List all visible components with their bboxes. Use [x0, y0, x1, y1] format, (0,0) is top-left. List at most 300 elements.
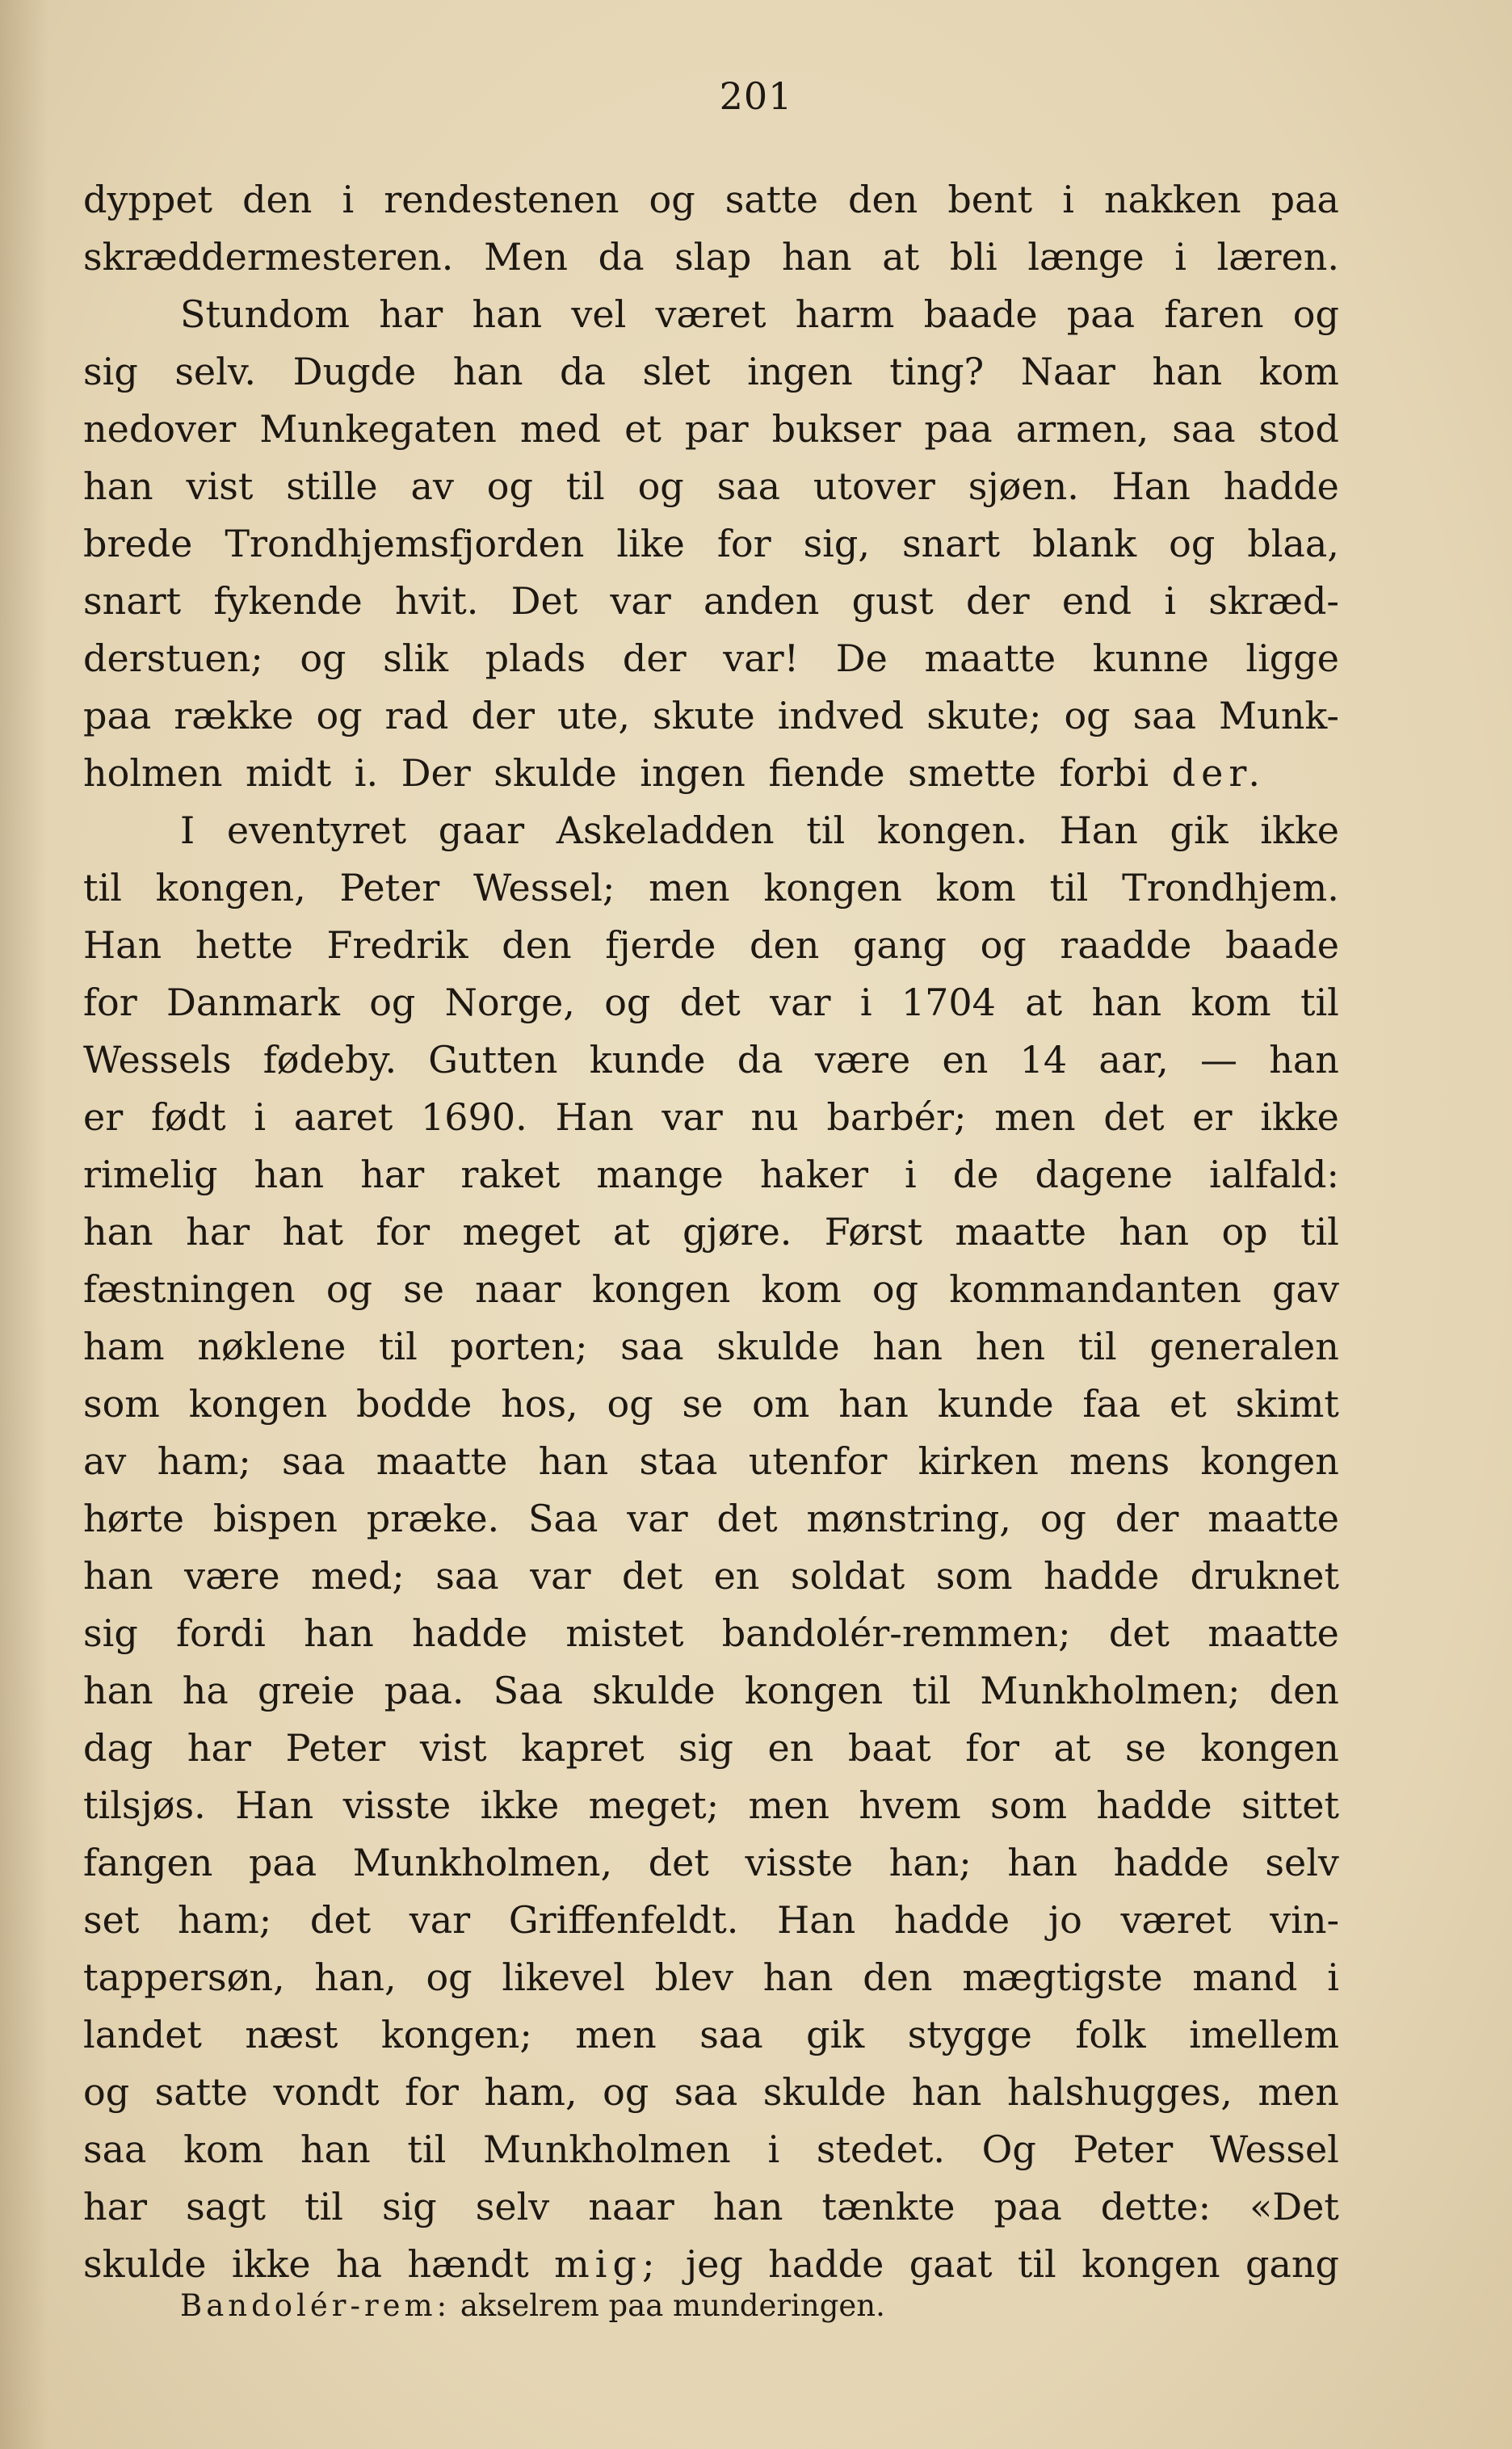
word: sjøen.	[968, 464, 1079, 508]
word: aaret	[293, 1095, 393, 1139]
word: med	[519, 407, 602, 451]
word: mig;	[554, 2242, 661, 2286]
word: nu	[750, 1095, 799, 1139]
word: kunde	[937, 1382, 1054, 1426]
word: et	[624, 407, 662, 451]
word: ikke	[1260, 809, 1339, 852]
text-line	[83, 745, 1339, 802]
text-line	[83, 1318, 1339, 1376]
word: og	[980, 923, 1027, 967]
word: været	[1120, 1898, 1232, 1942]
text-line	[83, 1662, 1339, 1720]
word: var	[662, 1095, 723, 1139]
word: til	[1017, 2242, 1056, 2286]
word: skulde	[494, 751, 617, 795]
word: Stundom	[180, 292, 351, 336]
word: satte	[724, 178, 818, 221]
word: til	[565, 464, 605, 508]
word: rendestenen	[384, 178, 620, 221]
word: Han	[1111, 464, 1191, 508]
word: sig	[678, 1726, 733, 1770]
word: den	[502, 923, 572, 967]
word: Han	[1059, 809, 1138, 852]
word: han	[1152, 350, 1223, 393]
word: maatte	[376, 1439, 508, 1483]
word: ham;	[178, 1898, 272, 1942]
word: greie	[257, 1669, 355, 1712]
word: druknet	[1190, 1554, 1339, 1598]
word: slap	[674, 235, 752, 279]
word: ingen	[747, 350, 853, 393]
word: var	[770, 981, 831, 1024]
word: nøklene	[197, 1325, 346, 1368]
word: som	[990, 1783, 1068, 1827]
word: Munkegaten	[259, 407, 497, 451]
word: bent	[947, 178, 1033, 221]
word: og	[872, 1267, 919, 1311]
word: saa	[1172, 407, 1236, 451]
word: en	[942, 1038, 989, 1082]
word: Han	[235, 1783, 314, 1827]
word: Norge,	[444, 981, 575, 1024]
word: fiende	[768, 751, 885, 795]
word: naar	[588, 2185, 674, 2228]
word: Danmark	[166, 981, 340, 1024]
word: kapret	[521, 1726, 645, 1770]
word: Det	[510, 579, 578, 623]
word: i	[1327, 1955, 1339, 1999]
word: raket	[460, 1153, 561, 1196]
word: visste	[342, 1783, 452, 1827]
text-line	[83, 1031, 1339, 1089]
word: den	[242, 178, 313, 221]
word: det	[621, 1554, 683, 1598]
word: se	[403, 1267, 444, 1311]
word: ingen	[640, 751, 746, 795]
word: hørte	[83, 1497, 185, 1540]
word: skræd-	[1208, 579, 1339, 623]
word: saa	[83, 2128, 147, 2171]
word: han	[452, 350, 523, 393]
word: end	[1061, 579, 1132, 623]
word: det	[716, 1497, 778, 1540]
word: 1690.	[421, 1095, 527, 1139]
word: maatte	[955, 1210, 1087, 1254]
word: og	[607, 1382, 653, 1426]
word: kongen	[1200, 1726, 1339, 1770]
word: til	[912, 1669, 951, 1712]
word: kommandanten	[949, 1267, 1241, 1311]
word: ting?	[889, 350, 985, 393]
word: ham;	[157, 1439, 251, 1483]
word: vist	[419, 1726, 487, 1770]
word: paa	[248, 1841, 317, 1884]
word: hadde	[768, 2242, 884, 2286]
word: meget;	[588, 1783, 720, 1827]
word: han	[712, 2185, 783, 2228]
word: gust	[851, 579, 934, 623]
word: kongen.	[876, 809, 1027, 852]
word: rad	[384, 694, 449, 737]
word: gaar	[438, 809, 525, 852]
word: næst	[245, 2013, 338, 2056]
word: der	[622, 636, 687, 680]
word: var!	[723, 636, 800, 680]
word: kongen	[591, 1267, 731, 1311]
word: ham,	[484, 2070, 578, 2114]
word: kirken	[918, 1439, 1039, 1483]
text-line	[83, 1949, 1339, 2006]
word: de	[952, 1153, 999, 1196]
word: for	[405, 2070, 459, 2114]
word: og	[316, 694, 363, 737]
word: ha	[182, 1669, 229, 1712]
word: hen	[975, 1325, 1046, 1368]
text-line	[83, 687, 1339, 745]
word: skulde	[592, 1669, 716, 1712]
word: imellem	[1189, 2013, 1339, 2056]
word: saa	[1132, 694, 1197, 737]
word: til	[378, 1325, 418, 1368]
word: der.	[1171, 751, 1266, 795]
word: meget	[462, 1210, 581, 1254]
word: og	[1064, 694, 1111, 737]
word: bandolér-remmen;	[721, 1611, 1071, 1655]
word: se	[682, 1382, 724, 1426]
word: saa	[716, 464, 781, 508]
text-line	[83, 1089, 1339, 1146]
word: forbi	[1059, 751, 1149, 795]
word: sig	[83, 1611, 138, 1655]
word: hos,	[501, 1382, 578, 1426]
word: om	[752, 1382, 810, 1426]
text-line	[83, 286, 1339, 343]
word: og	[1040, 1497, 1086, 1540]
word: og	[1169, 522, 1216, 565]
word: kongen,	[155, 866, 306, 909]
text-line	[83, 229, 1339, 286]
word: halshugges,	[1006, 2070, 1233, 2114]
word: at	[1053, 1726, 1091, 1770]
word: blev	[654, 1955, 733, 1999]
word: Munkholmen	[483, 2128, 731, 2171]
text-line	[83, 1376, 1339, 1433]
word: Og	[981, 2128, 1036, 2171]
word: kongen	[1200, 1439, 1339, 1483]
word: i	[905, 1153, 917, 1196]
word: Munkholmen;	[980, 1669, 1241, 1712]
word: der	[471, 694, 536, 737]
word: slet	[642, 350, 711, 393]
word: bukser	[771, 407, 901, 451]
word: sig,	[803, 522, 870, 565]
word: skute;	[926, 694, 1042, 737]
word: kongen	[188, 1382, 328, 1426]
page-edge-shadow	[0, 0, 48, 2449]
word: sig	[83, 350, 138, 393]
text-line	[83, 2236, 1339, 2293]
word: De	[835, 636, 888, 680]
word: dag	[83, 1726, 153, 1770]
body-text	[83, 171, 1339, 2293]
word: hette	[195, 923, 293, 967]
text-line	[83, 630, 1339, 687]
word: en	[713, 1554, 760, 1598]
word: stedet.	[816, 2128, 945, 2171]
word: ikke	[480, 1783, 560, 1827]
word: var	[627, 1497, 688, 1540]
word: av	[410, 464, 454, 508]
word: gang	[1245, 2242, 1339, 2286]
word: det	[309, 1898, 372, 1942]
word: —	[1199, 1038, 1237, 1082]
word: sig	[381, 2185, 437, 2228]
word: i	[1174, 235, 1186, 279]
word: selv	[475, 2185, 550, 2228]
word: kunde	[589, 1038, 706, 1082]
word: der	[965, 579, 1030, 623]
text-line	[83, 2064, 1339, 2121]
word: slik	[383, 636, 449, 680]
word: stygge	[907, 2013, 1032, 2056]
footnote-text: akselrem paa munderingen.	[460, 2288, 885, 2323]
text-line	[83, 1261, 1339, 1318]
word: han	[872, 1325, 943, 1368]
word: men	[748, 1783, 830, 1827]
word: mønstring,	[806, 1497, 1011, 1540]
word: han	[83, 464, 153, 508]
word: Trondhjem.	[1122, 866, 1339, 909]
word: saa	[674, 2070, 738, 2114]
word: anden	[704, 579, 820, 623]
word: haker	[759, 1153, 868, 1196]
word: kom	[1258, 350, 1339, 393]
text-line	[83, 859, 1339, 917]
word: aar,	[1098, 1038, 1169, 1082]
word: selv.	[174, 350, 257, 393]
word: gik	[806, 2013, 865, 2056]
word: hvem	[859, 1783, 961, 1827]
word: for	[83, 981, 137, 1024]
word: ialfald:	[1208, 1153, 1339, 1196]
word: men	[649, 866, 730, 909]
word: Munk-	[1219, 694, 1339, 737]
word: han	[1091, 981, 1162, 1024]
word: var	[409, 1898, 471, 1942]
word: holmen	[83, 751, 223, 795]
word: kom	[761, 1267, 842, 1311]
word: sagt	[186, 2185, 267, 2228]
word: Der	[401, 751, 471, 795]
word: Wessel;	[473, 866, 615, 909]
word: har	[379, 292, 443, 336]
word: at	[882, 235, 920, 279]
word: til	[83, 866, 122, 909]
word: og	[369, 981, 416, 1024]
word: da	[560, 350, 606, 393]
word: gik	[1170, 809, 1228, 852]
word: gang	[852, 923, 947, 967]
word: maatte	[924, 636, 1056, 680]
word: og	[426, 1955, 472, 1999]
word: mægtigste	[962, 1955, 1163, 1999]
word: nedover	[83, 407, 237, 451]
word: snart	[901, 522, 1001, 565]
word: den	[750, 923, 820, 967]
word: der	[1115, 1497, 1179, 1540]
word: kom	[183, 2128, 264, 2171]
word: og	[603, 2070, 649, 2114]
word: utenfor	[748, 1439, 888, 1483]
word: skulde	[762, 2070, 887, 2114]
text-line	[83, 515, 1339, 573]
text-line	[83, 458, 1339, 515]
word: han	[83, 1554, 153, 1598]
text-line	[83, 573, 1339, 630]
word: Peter	[339, 866, 440, 909]
word: og	[326, 1267, 372, 1311]
word: kongen	[1082, 2242, 1220, 2286]
word: til	[1300, 981, 1339, 1024]
word: men	[994, 1095, 1076, 1139]
word: har	[186, 1210, 250, 1254]
word: hadde	[893, 1898, 1010, 1942]
word: i	[254, 1095, 267, 1139]
word: en	[767, 1726, 814, 1770]
word: og	[1292, 292, 1339, 336]
word: fordi	[175, 1611, 266, 1655]
word: han	[838, 1382, 909, 1426]
word: dette:	[1100, 2185, 1212, 2228]
word: er	[1192, 1095, 1233, 1139]
word: har	[360, 1153, 425, 1196]
word: paa	[83, 694, 152, 737]
word: tænkte	[821, 2185, 956, 2228]
footnote-term: Bandolér-rem:	[180, 2288, 452, 2323]
word: det	[679, 981, 741, 1024]
word: vin-	[1270, 1898, 1339, 1942]
word: skute	[652, 694, 755, 737]
word: præke.	[366, 1497, 500, 1540]
word: utover	[813, 464, 935, 508]
word: plads	[485, 636, 586, 680]
word: han	[304, 1611, 374, 1655]
text-line	[83, 802, 1339, 859]
word: ham	[83, 1325, 165, 1368]
word: til	[1077, 1325, 1117, 1368]
word: staa	[639, 1439, 718, 1483]
word: da	[737, 1038, 783, 1082]
word: vel	[571, 292, 627, 336]
word: saa	[699, 2013, 763, 2056]
word: hændt	[407, 2242, 529, 2286]
word: ikke	[1260, 1095, 1339, 1139]
word: maatte	[1208, 1611, 1339, 1655]
word: han	[83, 1210, 153, 1254]
text-line	[83, 2121, 1339, 2178]
word: naar	[475, 1267, 561, 1311]
word: han	[538, 1439, 609, 1483]
word: den	[863, 1955, 933, 1999]
word: av	[83, 1439, 127, 1483]
text-line	[83, 343, 1339, 401]
word: likevel	[502, 1955, 625, 1999]
word: i	[767, 2128, 780, 2171]
word: den	[848, 178, 918, 221]
word: 1704	[901, 981, 996, 1024]
word: paa	[1066, 292, 1136, 336]
word: folk	[1075, 2013, 1146, 2056]
word: maatte	[1208, 1497, 1339, 1540]
word: skulde	[716, 1325, 840, 1368]
word: mistet	[565, 1611, 684, 1655]
word: mange	[596, 1153, 724, 1196]
word: som	[935, 1554, 1013, 1598]
word: hadde	[1113, 1841, 1229, 1884]
word: kongen	[763, 866, 902, 909]
word: baade	[1224, 923, 1339, 967]
text-line	[83, 2006, 1339, 2064]
word: ikke	[231, 2242, 311, 2286]
word: og	[83, 2070, 130, 2114]
word: generalen	[1149, 1325, 1339, 1368]
word: ute,	[557, 694, 630, 737]
word: vondt	[273, 2070, 380, 2114]
word: længe	[1027, 235, 1144, 279]
word: indved	[777, 694, 905, 737]
word: i	[342, 178, 355, 221]
word: jeg	[685, 2242, 743, 2286]
word: set	[83, 1898, 140, 1942]
word: da	[598, 235, 645, 279]
word: men	[575, 2013, 657, 2056]
word: har	[83, 2185, 148, 2228]
word: til	[304, 2185, 343, 2228]
word: være	[814, 1038, 911, 1082]
word: midt	[246, 751, 332, 795]
word: sittet	[1241, 1783, 1339, 1827]
word: dagene	[1035, 1153, 1173, 1196]
word: op	[1221, 1210, 1268, 1254]
word: er	[83, 1095, 124, 1139]
text-line	[83, 1720, 1339, 1777]
word: han	[781, 235, 852, 279]
word: fangen	[83, 1841, 213, 1884]
word: tilsjøs.	[83, 1783, 206, 1827]
word: læren.	[1216, 235, 1339, 279]
word: hadde	[1044, 1554, 1160, 1598]
word: paa	[924, 407, 993, 451]
word: armen,	[1015, 407, 1149, 451]
word: ligge	[1245, 636, 1339, 680]
word: kongen;	[380, 2013, 532, 2056]
word: han;	[888, 1841, 972, 1884]
word: han	[254, 1153, 325, 1196]
word: til	[407, 2128, 447, 2171]
word: blank	[1032, 522, 1137, 565]
word: med;	[311, 1554, 405, 1598]
word: skulde	[83, 2242, 207, 2286]
word: hadde	[1096, 1783, 1212, 1827]
word: fødeby.	[262, 1038, 397, 1082]
text-line	[83, 1433, 1339, 1490]
word: række	[174, 694, 294, 737]
word: stille	[286, 464, 378, 508]
word: i	[859, 981, 872, 1024]
word: Munkholmen,	[352, 1841, 613, 1884]
word: til	[1049, 866, 1089, 909]
word: derstuen;	[83, 636, 263, 680]
